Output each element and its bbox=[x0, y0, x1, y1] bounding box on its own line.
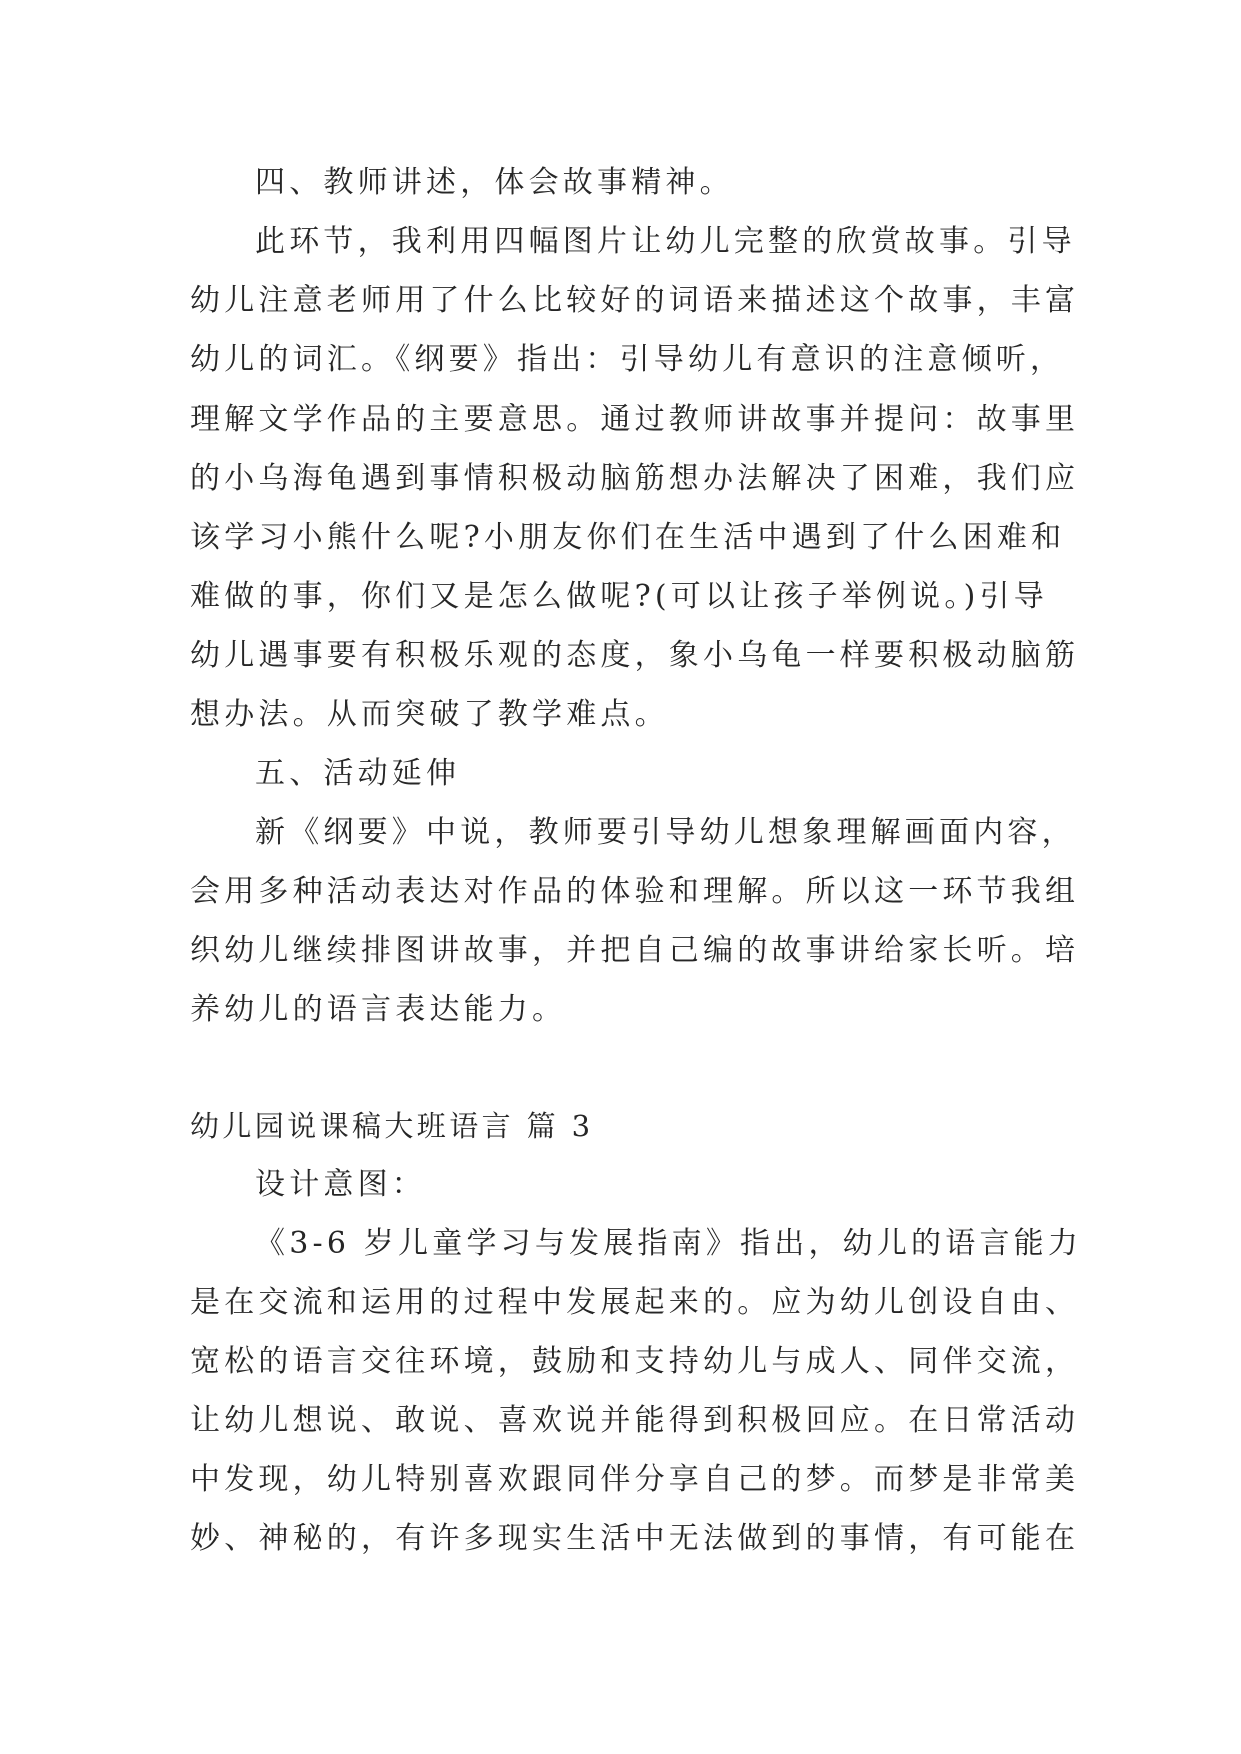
paragraph-line: 难做的事，你们又是怎么做呢?(可以让孩子举例说。)引导 bbox=[190, 579, 1048, 614]
paragraph-line: 该学习小熊什么呢?小朋友你们在生活中遇到了什么困难和 bbox=[190, 520, 1066, 555]
paragraph-line: 织幼儿继续排图讲故事，并把自己编的故事讲给家长听。培 bbox=[190, 933, 1080, 968]
article-section-title: 幼儿园说课稿大班语言 篇 3 bbox=[190, 1109, 594, 1143]
paragraph-line: 新《纲要》中说，教师要引导幼儿想象理解画面内容， bbox=[255, 815, 1076, 850]
paragraph-line: 《3-6 岁儿童学习与发展指南》指出，幼儿的语言能力 bbox=[255, 1226, 1083, 1261]
paragraph-line: 让幼儿想说、敢说、喜欢说并能得到积极回应。在日常活动 bbox=[190, 1403, 1080, 1438]
paragraph-line: 幼儿的词汇。《纲要》指出：引导幼儿有意识的注意倾听， bbox=[190, 342, 1065, 377]
paragraph-line: 幼儿遇事要有积极乐观的态度，象小乌龟一样要积极动脑筋 bbox=[190, 638, 1080, 673]
paragraph-line: 理解文学作品的主要意思。通过教师讲故事并提问：故事里 bbox=[190, 402, 1080, 437]
paragraph-line: 妙、神秘的，有许多现实生活中无法做到的事情，有可能在 bbox=[190, 1521, 1080, 1556]
section-four-heading: 四、教师讲述，体会故事精神。 bbox=[255, 165, 734, 200]
paragraph-line: 的小乌海龟遇到事情积极动脑筋想办法解决了困难，我们应 bbox=[190, 461, 1080, 496]
section-five-heading: 五、活动延伸 bbox=[255, 756, 461, 791]
paragraph-line: 养幼儿的语言表达能力。 bbox=[190, 992, 567, 1027]
paragraph-line: 幼儿注意老师用了什么比较好的词语来描述这个故事，丰富 bbox=[190, 283, 1080, 318]
design-intent-heading: 设计意图： bbox=[255, 1167, 426, 1202]
paragraph-line: 想办法。从而突破了教学难点。 bbox=[190, 697, 669, 732]
paragraph-line: 此环节，我利用四幅图片让幼儿完整的欣赏故事。引导 bbox=[255, 224, 1076, 259]
paragraph-line: 会用多种活动表达对作品的体验和理解。所以这一环节我组 bbox=[190, 874, 1080, 909]
paragraph-line: 中发现，幼儿特别喜欢跟同伴分享自己的梦。而梦是非常美 bbox=[190, 1462, 1080, 1497]
paragraph-line: 宽松的语言交往环境，鼓励和支持幼儿与成人、同伴交流， bbox=[190, 1344, 1080, 1379]
paragraph-line: 是在交流和运用的过程中发展起来的。应为幼儿创设自由、 bbox=[190, 1285, 1080, 1320]
